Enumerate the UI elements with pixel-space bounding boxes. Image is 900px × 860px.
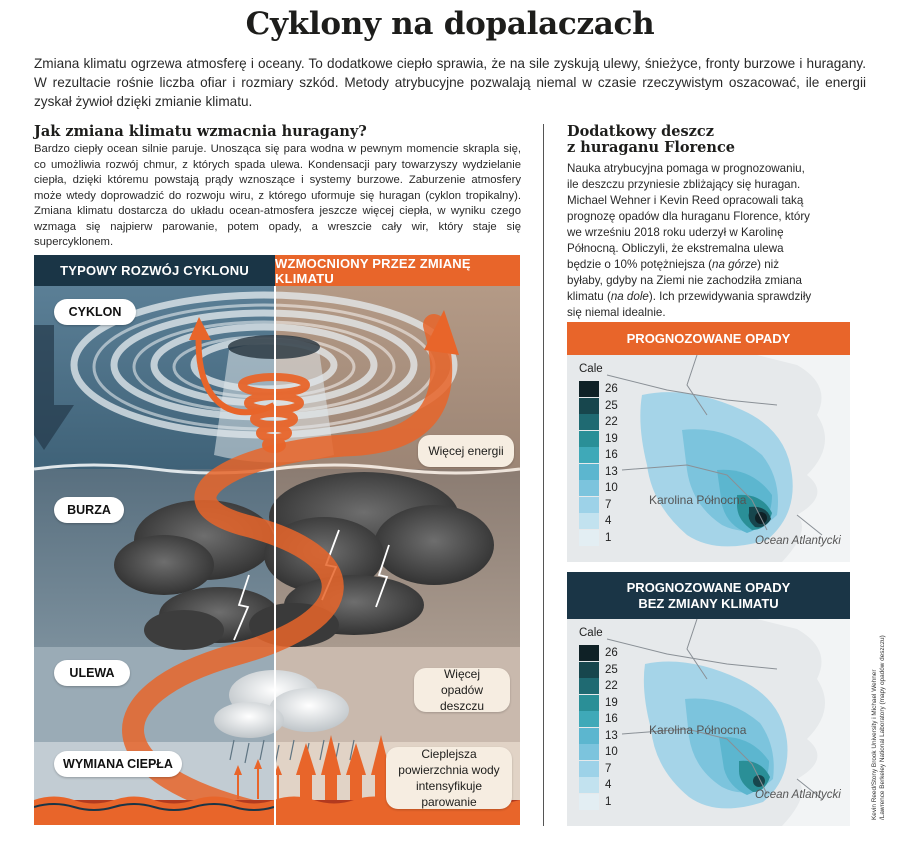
- legend-swatch: [579, 513, 599, 529]
- column-divider: [543, 124, 544, 826]
- legend-row: [579, 678, 618, 694]
- legend-swatch: [579, 678, 599, 694]
- legend-row: [579, 464, 618, 480]
- map1-ocean-label: Ocean Atlantycki: [755, 535, 841, 547]
- legend-swatch: [579, 431, 599, 447]
- legend-swatch: [579, 530, 599, 546]
- map-noclimate-header: [567, 572, 850, 619]
- map2-state-label: Karolina Północna: [649, 723, 747, 737]
- legend-value: 25: [605, 663, 618, 676]
- legend-row: [579, 530, 611, 546]
- legend-swatch: [579, 794, 599, 810]
- legend-row: [579, 662, 618, 678]
- legend-swatch: [579, 662, 599, 678]
- map-forecast-body: [567, 355, 850, 562]
- legend-value: 16: [605, 713, 618, 725]
- diagram-illustration: [34, 255, 520, 825]
- legend-value: 19: [605, 432, 618, 445]
- cyclone-diagram: [34, 255, 520, 825]
- legend-value: 26: [605, 383, 618, 395]
- stage-label-heat-exchange: WYMIANA CIEPŁA: [54, 751, 182, 777]
- legend-value: 1: [605, 795, 612, 808]
- legend-row: [579, 711, 618, 727]
- map2-header-line1: PROGNOZOWANE OPADY: [626, 579, 791, 595]
- source-line2: /Lawrence Berkeley National Laboratory (mapy opadów deszczu): [879, 635, 886, 820]
- legend-value: 4: [605, 515, 612, 527]
- right-section-title-line2: z huraganu Florence: [567, 139, 736, 156]
- stage-label-downpour: ULEWA: [54, 660, 130, 686]
- right-text-part2: ) niż byłaby, gdyby na Ziemi nie zachodziła zmiana klimatu (: [567, 258, 802, 303]
- map2-header-line2: BEZ ZMIANY KLIMATU: [638, 595, 779, 611]
- legend-row: [579, 761, 611, 777]
- legend-row: [579, 480, 618, 496]
- legend-row: [579, 381, 618, 397]
- stage-label-cyclone: CYKLON: [54, 299, 136, 325]
- right-text-italic-bottom: na dole: [610, 290, 649, 303]
- legend-row: [579, 414, 618, 430]
- map-forecast-header: PROGNOZOWANE OPADY: [567, 322, 850, 355]
- legend-swatch: [579, 695, 599, 711]
- diagram-header-typical: TYPOWY ROZWÓJ CYKLONU: [34, 255, 275, 286]
- right-section-text: [567, 161, 815, 321]
- legend-row: [579, 398, 618, 414]
- legend-value: 22: [605, 680, 618, 692]
- legend-swatch: [579, 728, 599, 744]
- legend-row: [579, 645, 618, 661]
- legend-row: [579, 695, 618, 711]
- legend-value: 22: [605, 416, 618, 428]
- legend-row: [579, 744, 618, 760]
- map1-state-label: Karolina Północna: [649, 493, 747, 507]
- legend-swatch: [579, 744, 599, 760]
- legend-row: [579, 794, 611, 810]
- legend-swatch: [579, 414, 599, 430]
- callout-warmer-water: Cieplejsza powierzchnia wody intensyfikuje parowanie: [386, 747, 512, 809]
- source-line1: Kevin Reed/Stony Brook University i Michael Wehner: [871, 669, 878, 820]
- legend-swatch: [579, 497, 599, 513]
- map2-legend-title: Cale: [579, 627, 603, 639]
- callout-more-energy: Więcej energii: [418, 435, 514, 467]
- map-forecast-rain: [567, 322, 850, 562]
- legend-value: 26: [605, 647, 618, 659]
- left-section-text: Bardzo ciepły ocean silnie paruje. Unosząca się para wodna w pewnym momencie skrapla się, co umożliwia rozwój chmur, z których spada ulewa. Kondensacji pary towarzyszy wydzielanie ciepła, dzięki któremu powstają prądy wznoszące i systemy burzowe. Zaburzenie atmosfery może wtedy doprowadzić do rozwoju wiru, z którego uformuje się huragan (cyklon tropikalny). Zmiana klimatu dostarcza do układu ocean-atmosfera jeszcze więcej ciepła, w wyniku czego wzmaga się najpierw parowanie, potem opady, a wreszcie cały wir, który staje się supercyklonem.: [34, 143, 521, 248]
- legend-swatch: [579, 777, 599, 793]
- right-text-part3: ). Ich przewidywania sprawdziły się niemal idealnie.: [567, 290, 812, 319]
- map1-legend-title: Cale: [579, 363, 603, 375]
- legend-swatch: [579, 398, 599, 414]
- legend-row: [579, 431, 618, 447]
- legend-value: 4: [605, 779, 612, 791]
- legend-row: [579, 513, 611, 529]
- legend-value: 1: [605, 531, 612, 544]
- legend-row: [579, 728, 618, 744]
- map-forecast-no-climate-change: [567, 572, 850, 826]
- diagram-header-enhanced: WZMOCNIONY PRZEZ ZMIANĘ KLIMATU: [275, 255, 520, 286]
- stage-label-storm: BURZA: [54, 497, 124, 523]
- legend-swatch: [579, 645, 599, 661]
- legend-value: 13: [605, 729, 618, 742]
- legend-swatch: [579, 464, 599, 480]
- legend-row: [579, 447, 618, 463]
- legend-value: 25: [605, 399, 618, 412]
- legend-value: 19: [605, 696, 618, 709]
- lead-paragraph: Zmiana klimatu ogrzewa atmosferę i oceany. To dodatkowe ciepło sprawia, że na sile zyskują ulewy, śnieżyce, fronty burzowe i huragany. W rezultacie rośnie liczba ofiar i rozmiary szkód. Metody atrybucyjne pozwalają niemal w czasie rzeczywistym oszacować, ile energii zyskał żywioł dzięki zmianie klimatu.: [34, 56, 866, 109]
- map2-ocean-label: Ocean Atlantycki: [755, 789, 841, 801]
- legend-swatch: [579, 381, 599, 397]
- legend-row: [579, 777, 611, 793]
- legend-swatch: [579, 480, 599, 496]
- legend-swatch: [579, 447, 599, 463]
- source-credit: [871, 580, 887, 820]
- right-text-italic-top: na górze: [712, 258, 758, 271]
- legend-value: 13: [605, 465, 618, 478]
- legend-swatch: [579, 711, 599, 727]
- right-section-title: [567, 124, 857, 156]
- legend-value: 7: [605, 762, 612, 775]
- right-text-part1: Nauka atrybucyjna pomaga w prognozowaniu, ile deszczu przyniesie zbliżający się huragan. Michael Wehner i Kevin Reed opracowali taką prognozę opadów dla huraganu Florence, który we wrześniu 2018 roku uderzył w Karolinę Północną. Obliczyli, że ekstremalna ulewa będzie o 10% potężniejsza (: [567, 162, 810, 271]
- map-noclimate-body: [567, 619, 850, 826]
- legend-swatch: [579, 761, 599, 777]
- legend-value: 10: [605, 746, 618, 758]
- legend-value: 7: [605, 498, 612, 511]
- page-title: Cyklony na dopalaczach: [245, 6, 655, 42]
- legend-value: 16: [605, 449, 618, 461]
- callout-more-rain: Więcej opadów deszczu: [414, 668, 510, 712]
- left-section-title: Jak zmiana klimatu wzmacnia huragany?: [34, 123, 367, 140]
- legend-value: 10: [605, 482, 618, 494]
- legend-row: [579, 497, 611, 513]
- right-section-title-line1: Dodatkowy deszcz: [567, 123, 714, 140]
